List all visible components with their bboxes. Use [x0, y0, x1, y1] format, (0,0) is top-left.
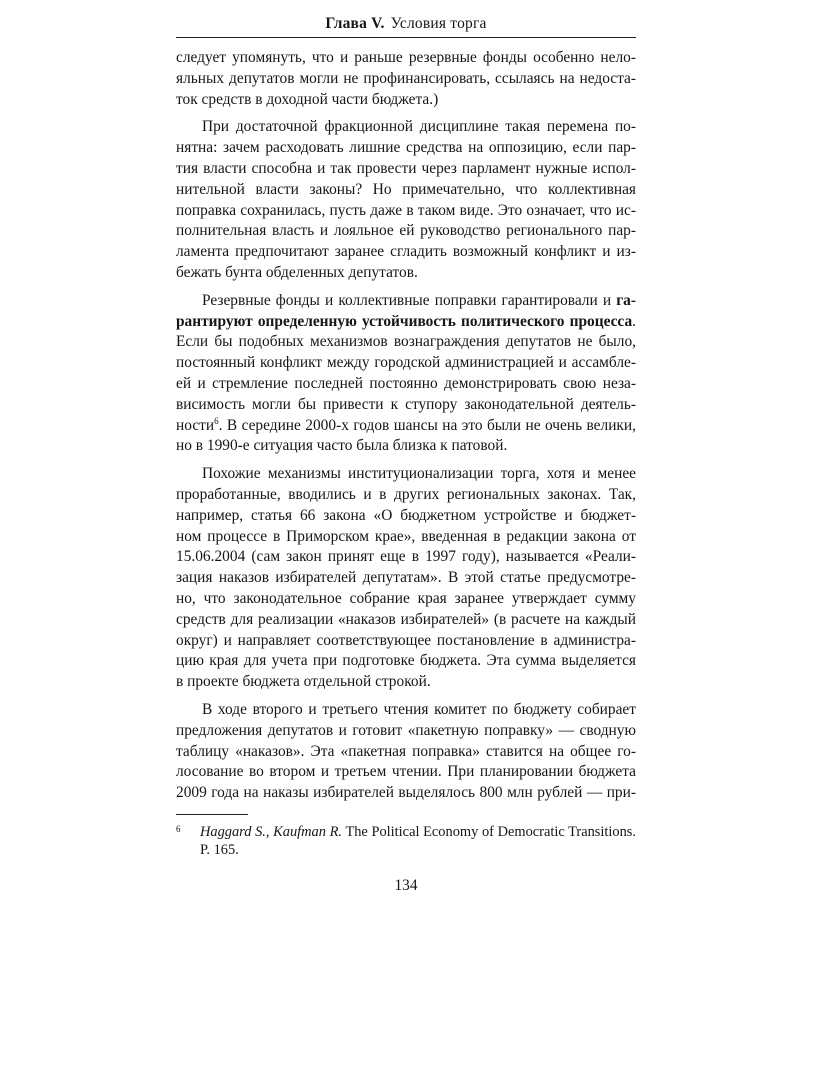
- chapter-label: Глава V.: [325, 15, 385, 32]
- text-line: следует упомянуть, что и раньше резервные фонды особенно нело-: [176, 49, 636, 66]
- paragraph: [176, 117, 636, 283]
- text-line: ламента предпочитают заранее сгладить возможный конфликт и из-: [176, 243, 636, 261]
- text-line: но, что законодательное собрание края заранее утверждает сумму: [176, 589, 636, 607]
- text-line: цию края для учета при подготовке бюджета. Эта сумма выделяется: [176, 652, 636, 670]
- text-line: зация наказов избирателей депутатам». В этой статье предусмотре-: [176, 569, 636, 587]
- text-line: Похожие механизмы институционализации торга, хотя и менее: [202, 465, 636, 483]
- text-line: яльных депутатов могли не профинансировать, ссылаясь на недоста-: [176, 69, 636, 87]
- paragraph: [176, 291, 636, 457]
- running-header: [176, 14, 636, 38]
- text-line: ток средств в доходной части бюджета.): [176, 90, 439, 108]
- bold-emphasis: рантируют определенную устойчивость политического процесса: [176, 312, 633, 330]
- footnote-page: P. 165.: [200, 842, 239, 859]
- text-line: лосование во втором и третьем чтении. При планировании бюджета: [176, 763, 636, 781]
- text-line: округ) и направляет соответствующее постановление в администра-: [176, 631, 636, 649]
- footnote-line: [200, 823, 636, 841]
- text-line: ном процессе в Приморском крае», введенная в редакции закона от: [176, 527, 636, 545]
- text-line: средств для реализации «наказов избирателей» (в расчете на каждый: [176, 610, 636, 628]
- chapter-title: Условия торга: [390, 15, 487, 32]
- text-line: например, статья 66 закона «О бюджетном устройстве и бюджет-: [176, 506, 636, 524]
- body-text: [176, 48, 636, 804]
- text-line: полнительная власть и лояльное ей руководство регионального пар-: [176, 222, 636, 240]
- text-line: В ходе второго и третьего чтения комитет по бюджету собирает: [202, 700, 636, 718]
- text-line: нительной власти законы? Но примечательно, что коллективная: [176, 180, 636, 198]
- text-line: в проекте бюджета отдельной строкой.: [176, 673, 431, 691]
- book-page: [176, 14, 636, 896]
- footnote-number: 6: [176, 823, 181, 834]
- text-line: ей и стремление последней постоянно демонстрировать свою неза-: [176, 374, 636, 392]
- text-line: Резервные фонды и коллективные поправки гарантировали и га-: [202, 291, 636, 309]
- bold-emphasis: га-: [616, 291, 636, 309]
- text-line: тия власти способна и так провести через парламент нужные испол-: [176, 159, 636, 177]
- text-line: бежать бунта обделенных депутатов.: [176, 263, 418, 281]
- text-line: ности$^6$. В середине 2000-х годов шансы на это были не очень велики,: [176, 415, 636, 434]
- text-line: но в 1990-е ситуация часто была близка к патовой.: [176, 437, 508, 455]
- paragraph: [176, 464, 636, 693]
- text-line: таблицу «наказов». Эта «пакетная поправка» ставится на общее го-: [176, 742, 636, 760]
- text-line: предложения депутатов и готовит «пакетную поправку» — сводную: [176, 721, 636, 739]
- footnote-authors: Haggard S., Kaufman R.: [200, 823, 343, 840]
- page-number: 134: [394, 876, 418, 894]
- paragraph: [176, 48, 636, 110]
- text-line: висимость могли бы привести к ступору законодательной деятель-: [176, 395, 636, 413]
- text-line: Если бы подобных механизмов вознаграждения депутатов не было,: [176, 333, 636, 351]
- text-line: постоянный конфликт между городской администрацией и ассамбле-: [176, 354, 636, 372]
- text-line: нятна: зачем расходовать лишние средства на оппозицию, если пар-: [176, 139, 636, 157]
- text-line: 15.06.2004 (сам закон принят еще в 1997 году), называется «Реали-: [176, 548, 636, 566]
- text-line: При достаточной фракционной дисциплине такая перемена по-: [202, 118, 636, 136]
- footnote-separator: [176, 814, 248, 815]
- footnote-title: The Political Economy of Democratic Transitions.: [345, 823, 636, 840]
- footnote-ref: 6: [214, 415, 219, 426]
- paragraph: [176, 700, 636, 804]
- text-line: проработанные, вводились и в других региональных законах. Так,: [176, 485, 636, 503]
- text-line: рантируют определенную устойчивость политического процесса.: [176, 312, 636, 330]
- text-line: 2009 года на наказы избирателей выделялось 800 млн рублей — при-: [176, 784, 636, 802]
- text-line: поправка сохранилась, пусть даже в таком виде. Это означает, что ис-: [176, 201, 636, 219]
- footnote: [176, 823, 636, 860]
